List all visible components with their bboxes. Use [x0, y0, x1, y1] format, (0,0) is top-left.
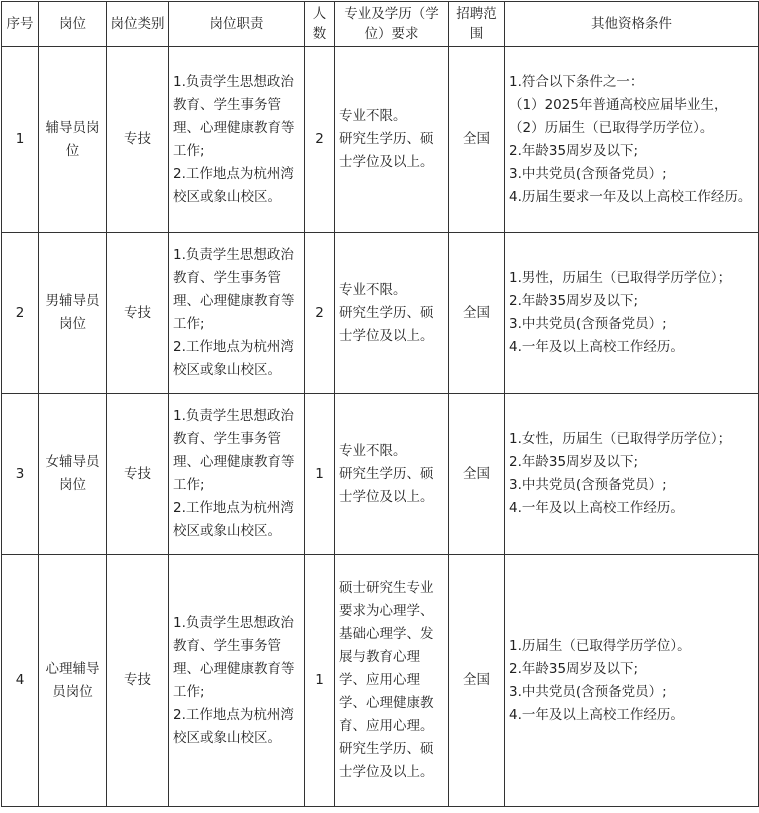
row-post: 男辅导员岗位 [39, 233, 107, 394]
row-duties [169, 233, 305, 394]
row-post: 女辅导员岗位 [39, 394, 107, 555]
row-count: 2 [305, 47, 335, 233]
row-duties [169, 47, 305, 233]
recruitment-table [1, 1, 759, 807]
row-duties [169, 555, 305, 807]
requirement-line: 专业不限。 [339, 442, 407, 459]
header-no: 序号 [2, 2, 39, 47]
header-duties: 岗位职责 [169, 2, 305, 47]
duty-line: 2.工作地点为杭州湾校区或象山校区。 [173, 339, 294, 378]
condition-line: 1.男性，历届生（已取得学历学位）； [509, 270, 732, 286]
row-category: 专技 [107, 47, 169, 233]
row-category: 专技 [107, 233, 169, 394]
row-duties [169, 394, 305, 555]
condition-line: 4.历届生要求一年及以上高校工作经历。 [509, 188, 752, 205]
row-category: 专技 [107, 555, 169, 807]
condition-line: 2.年龄35周岁及以下; [509, 454, 639, 470]
condition-line: 4.一年及以上高校工作经历。 [509, 339, 684, 355]
requirement-line: 研究生学历、硕士学位及以上。 [339, 741, 434, 780]
header-category: 岗位类别 [107, 2, 169, 47]
condition-line: 2.年龄35周岁及以下; [509, 142, 639, 159]
row-category: 专技 [107, 394, 169, 555]
row-scope: 全国 [449, 555, 505, 807]
duty-line: 1.负责学生思想政治教育、学生事务管理、心理健康教育等工作; [173, 247, 295, 332]
row-scope: 全国 [449, 394, 505, 555]
condition-line: 3.中共党员(含预备党员）; [509, 316, 667, 332]
header-requirements: 专业及学历（学位）要求 [335, 2, 449, 47]
condition-line: （2）历届生（已取得学历学位）。 [509, 119, 714, 136]
requirement-line: 研究生学历、硕士学位及以上。 [339, 131, 434, 170]
condition-line: 3.中共党员(含预备党员）; [509, 683, 667, 700]
table-row [2, 555, 759, 807]
row-conditions [505, 394, 759, 555]
condition-line: 3.中共党员(含预备党员）; [509, 165, 667, 182]
header-post: 岗位 [39, 2, 107, 47]
row-no: 3 [2, 394, 39, 555]
condition-line: 2.年龄35周岁及以下; [509, 660, 639, 677]
condition-line: 4.一年及以上高校工作经历。 [509, 706, 684, 723]
condition-line: 1.女性，历届生（已取得学历学位）； [509, 431, 732, 447]
row-conditions [505, 47, 759, 233]
header-scope: 招聘范围 [449, 2, 505, 47]
table-row [2, 47, 759, 233]
duty-line: 2.工作地点为杭州湾校区或象山校区。 [173, 500, 294, 539]
condition-line: 1.历届生（已取得学历学位）。 [509, 637, 691, 654]
condition-line: 1.符合以下条件之一： [509, 73, 644, 90]
duty-line: 1.负责学生思想政治教育、学生事务管理、心理健康教育等工作; [173, 73, 295, 159]
row-requirements [335, 233, 449, 394]
condition-line: 2.年龄35周岁及以下; [509, 293, 639, 309]
header-conditions: 其他资格条件 [505, 2, 759, 47]
row-count: 2 [305, 233, 335, 394]
duty-line: 2.工作地点为杭州湾校区或象山校区。 [173, 165, 294, 205]
condition-line: 3.中共党员(含预备党员）; [509, 477, 667, 493]
requirement-line: 硕士研究生专业要求为心理学、基础心理学、发展与教育心理学、应用心理学、心理健康教育、应用心理。 [339, 580, 434, 734]
row-requirements [335, 47, 449, 233]
table-row [2, 394, 759, 555]
row-scope: 全国 [449, 47, 505, 233]
table-row [2, 233, 759, 394]
condition-line: 4.一年及以上高校工作经历。 [509, 500, 684, 516]
requirement-line: 研究生学历、硕士学位及以上。 [339, 465, 434, 505]
row-no: 1 [2, 47, 39, 233]
row-count: 1 [305, 394, 335, 555]
row-requirements [335, 394, 449, 555]
row-requirements [335, 555, 449, 807]
requirement-line: 专业不限。 [339, 108, 407, 124]
row-count: 1 [305, 555, 335, 807]
condition-line: （1）2025年普通高校应届毕业生， [509, 96, 728, 113]
row-no: 4 [2, 555, 39, 807]
row-no: 2 [2, 233, 39, 394]
requirement-line: 专业不限。 [339, 281, 407, 298]
requirement-line: 研究生学历、硕士学位及以上。 [339, 304, 434, 344]
row-scope: 全国 [449, 233, 505, 394]
duty-line: 1.负责学生思想政治教育、学生事务管理、心理健康教育等工作; [173, 408, 295, 493]
row-conditions [505, 233, 759, 394]
duty-line: 2.工作地点为杭州湾校区或象山校区。 [173, 706, 294, 746]
row-post: 心理辅导员岗位 [39, 555, 107, 807]
row-conditions [505, 555, 759, 807]
header-count: 人数 [305, 2, 335, 47]
duty-line: 1.负责学生思想政治教育、学生事务管理、心理健康教育等工作; [173, 614, 295, 700]
table-header-row [2, 2, 759, 47]
row-post: 辅导员岗位 [39, 47, 107, 233]
